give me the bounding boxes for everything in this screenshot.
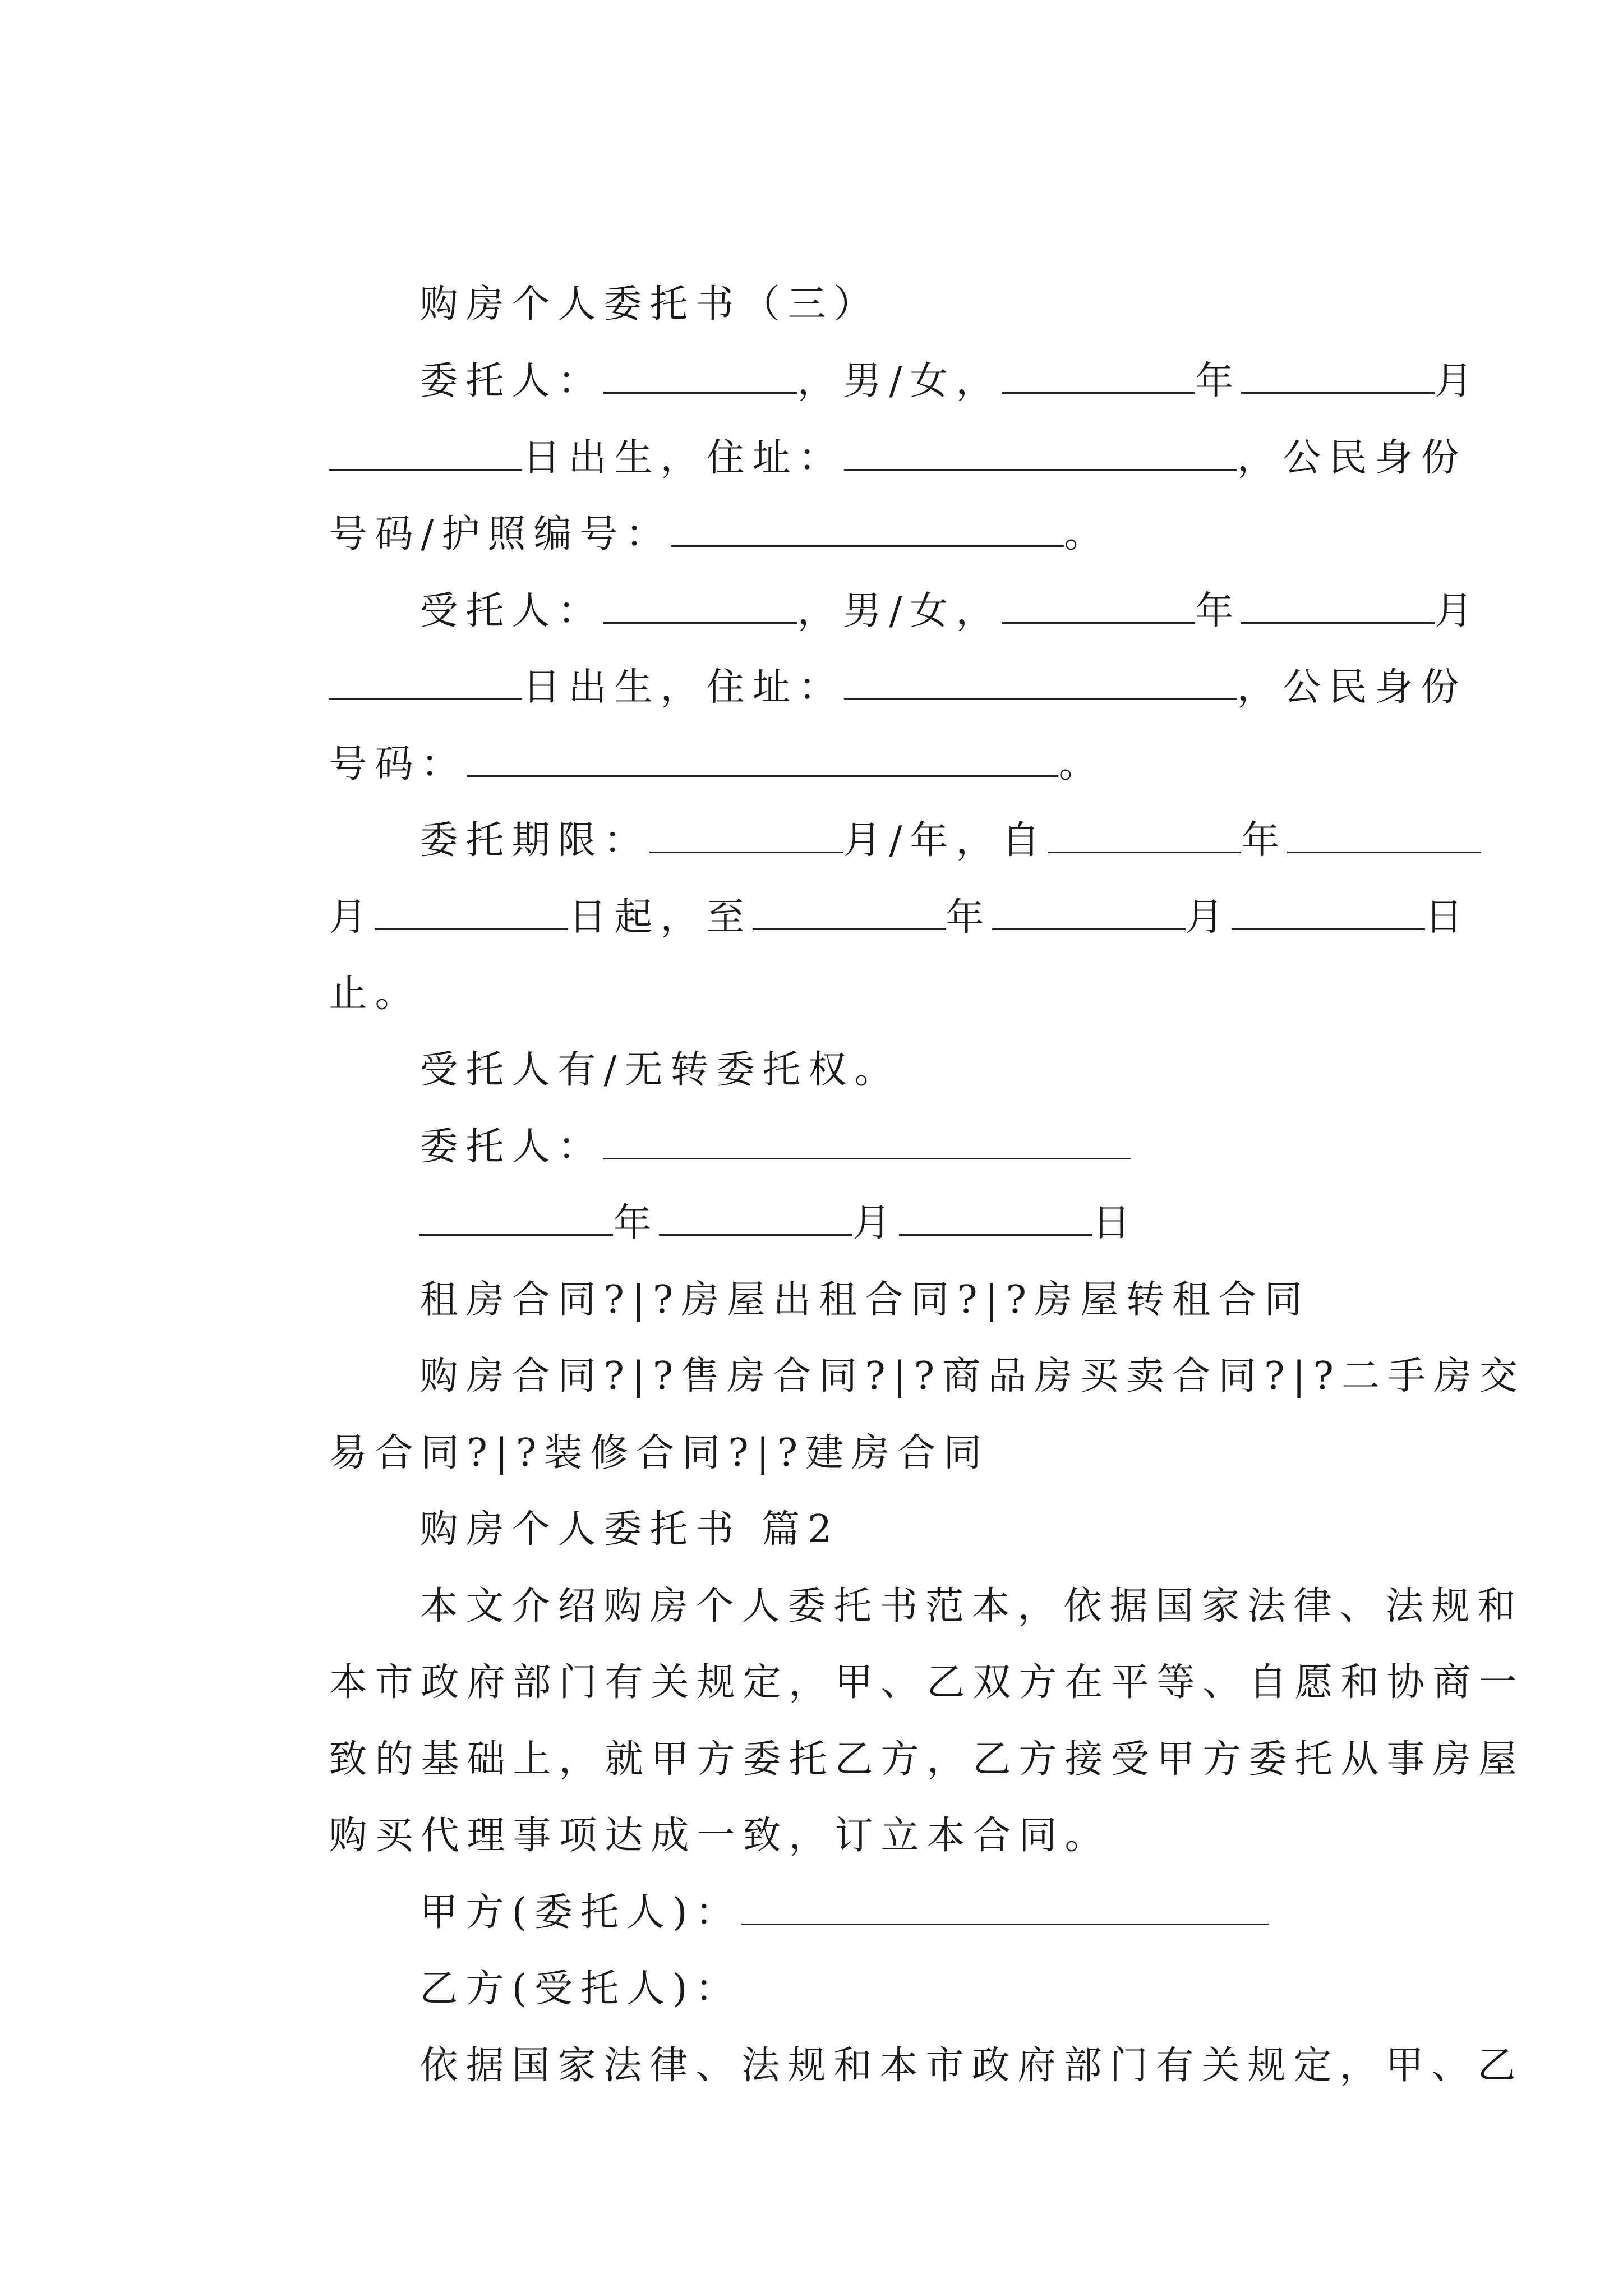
signature-line: 委托人： (340, 1055, 1391, 1116)
grantor-line-1: 委托人： ，男/女， 年 月 (419, 359, 1481, 403)
related-buy-links-1[interactable]: 购房合同?|?售房合同?|?商品房买卖合同?|?二手房交 (419, 1354, 1525, 1398)
party-a-line: 甲方(委托人)： (340, 1820, 1391, 1882)
party-b-line: 乙方(受托人)： (419, 1967, 741, 2011)
intro-line-1: 本文介绍购房个人委托书范本，依据国家法律、法规和 (419, 1584, 1524, 1628)
term-line-2: 月 日起，至 年 月 日 (329, 895, 1471, 940)
related-buy-links-2[interactable]: 易合同?|?装修合同?|?建房合同 (329, 1431, 990, 1475)
section2-title: 购房个人委托书 篇2 (419, 1507, 840, 1552)
intro-line-2: 本市政府部门有关规定，甲、乙双方在平等、自愿和协商一 (329, 1660, 1525, 1705)
section-title: 购房个人委托书（三） (419, 282, 880, 326)
intro-line-3: 致的基础上，就甲方委托乙方，乙方接受甲方委托从事房屋 (329, 1737, 1525, 1782)
grantee-line-3: 号码： 。 (329, 742, 1105, 786)
grantor-line-2: 日出生，住址： ，公民身份 (249, 366, 1391, 427)
grantor-line-3: 号码/护照编号： 。 (329, 512, 1110, 556)
related-rent-links[interactable]: 租房合同?|?房屋出租合同?|?房屋转租合同 (419, 1278, 1311, 1322)
sub-delegation-clause: 受托人有/无转委托权。 (419, 1048, 901, 1092)
grantee-line-2: 日出生，住址： ，公民身份 (249, 595, 1391, 657)
trailing-paragraph-line: 依据国家法律、法规和本市政府部门有关规定，甲、乙 (419, 2044, 1524, 2088)
intro-line-4: 购买代理事项达成一致，订立本合同。 (329, 1814, 1111, 1858)
term-line-3: 止。 (329, 972, 421, 1016)
term-line-1: 委托期限： 月/年，自 年 (340, 748, 1391, 810)
grantee-line-1: 受托人： ，男/女， 年 月 (419, 589, 1481, 633)
signature-date-line: 年 月 日 (340, 1131, 1391, 1193)
